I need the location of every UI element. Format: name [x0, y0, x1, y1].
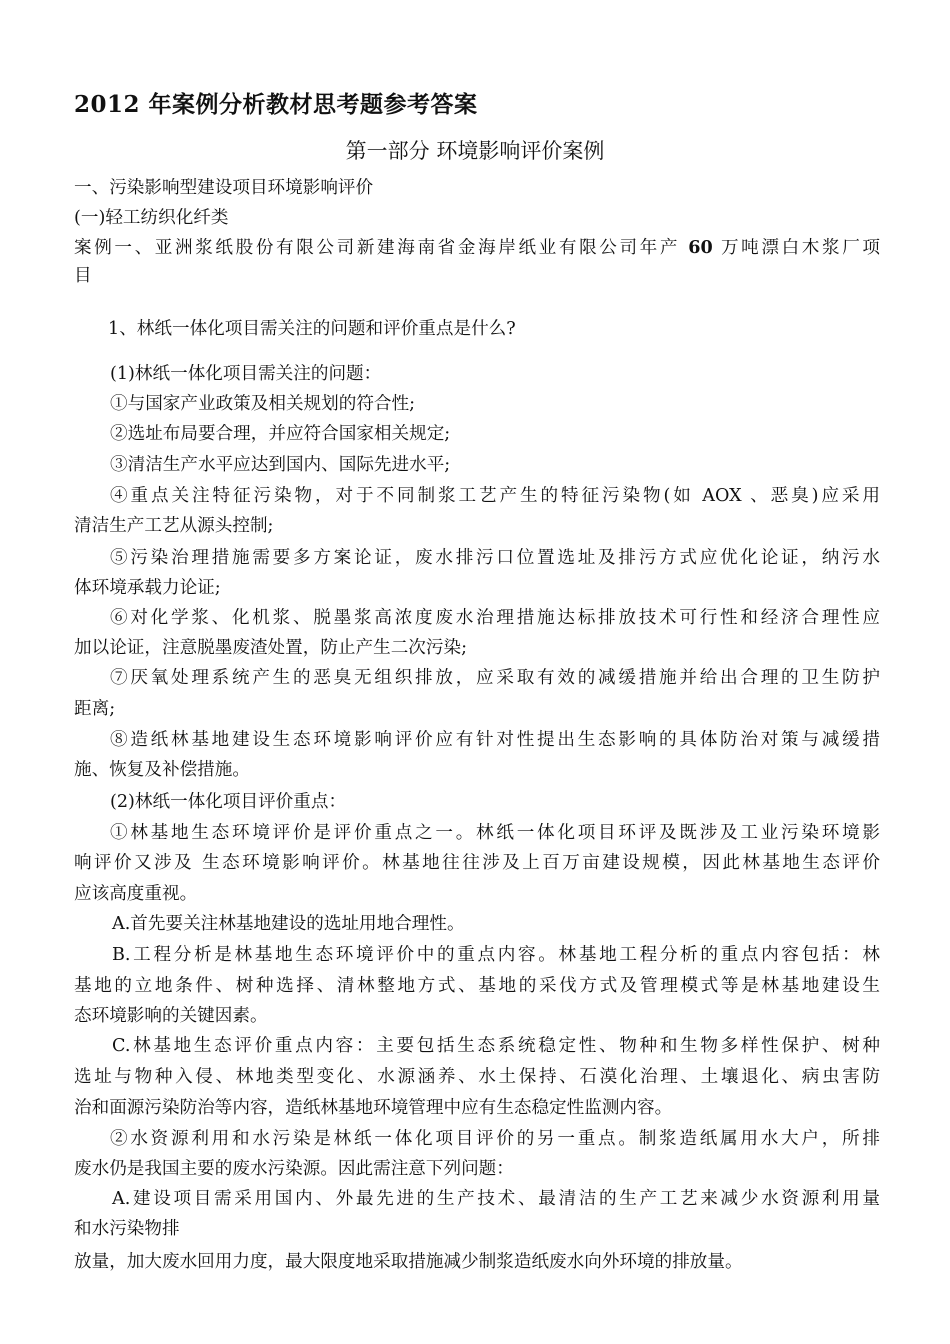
paragraph-line: ⑥对化学浆、化机浆、脱墨浆高浓度废水治理措施达标排放技术可行性和经济合理性应: [110, 608, 880, 628]
paragraph-line: ①林基地生态环境评价是评价重点之一。林纸一体化项目环评及既涉及工业污染环境影: [110, 823, 880, 843]
paragraph-line: C.林基地生态评价重点内容：主要包括生态系统稳定性、物种和生物多样性保护、树种: [112, 1036, 880, 1056]
paragraph-line: 放量，加大废水回用力度，最大限度地采取措施减少制浆造纸废水向外环境的排放量。: [74, 1252, 743, 1272]
paragraph-line: 应该高度重视。: [74, 884, 198, 904]
paragraph-line: 治和面源污染防治等内容，造纸林基地环境管理中应有生态稳定性监测内容。: [74, 1098, 673, 1118]
paragraph-line: ⑧造纸林基地建设生态环境影响评价应有针对性提出生态影响的具体防治对策与减缓措: [110, 730, 880, 750]
paragraph-line: ⑤污染治理措施需要多方案论证，废水排污口位置选址及排污方式应优化论证，纳污水: [110, 548, 880, 568]
paragraph-line: 清洁生产工艺从源头控制;: [74, 516, 274, 536]
paragraph-line: (1)林纸一体化项目需关注的问题：: [110, 364, 382, 384]
part-heading: 第一部分 环境影响评价案例: [345, 139, 605, 163]
paragraph-line: ②水资源利用和水污染是林纸一体化项目评价的另一重点。制浆造纸属用水大户，所排: [110, 1129, 880, 1149]
case-heading-line-2: 目: [74, 266, 92, 286]
paragraph-line: A.建设项目需采用国内、外最先进的生产技术、最清洁的生产工艺来减少水资源利用量: [112, 1189, 880, 1209]
subsection-heading: (一)轻工纺织化纤类: [74, 208, 229, 228]
case-heading-line-1: 案例一、亚洲浆纸股份有限公司新建海南省金海岸纸业有限公司年产 60 万吨漂白木浆厂项: [74, 237, 880, 258]
paragraph-line: 基地的立地条件、树种选择、清林整地方式、基地的采伐方式及管理模式等是林基地建设生: [74, 976, 880, 996]
section-heading: 一、污染影响型建设项目环境影响评价: [74, 178, 374, 198]
paragraph-line: 态环境影响的关键因素。: [74, 1006, 268, 1026]
paragraph-line: ②选址布局要合理，并应符合国家相关规定;: [110, 424, 451, 444]
paragraph-line: ③清洁生产水平应达到国内、国际先进水平;: [110, 455, 451, 475]
paragraph-line: (2)林纸一体化项目评价重点：: [110, 792, 347, 812]
document-title: 2012 年案例分析教材思考题参考答案: [74, 91, 478, 118]
paragraph-line: 和水污染物排: [74, 1219, 180, 1239]
paragraph-line: 选址与物种入侵、林地类型变化、水源涵养、水土保持、石漠化治理、土壤退化、病虫害防: [74, 1067, 880, 1087]
paragraph-line: ①与国家产业政策及相关规划的符合性;: [110, 394, 416, 414]
paragraph-line: ④重点关注特征污染物，对于不同制浆工艺产生的特征污染物(如 AOX 、恶臭)应采用: [110, 486, 880, 506]
paragraph-line: ⑦厌氧处理系统产生的恶臭无组织排放，应采取有效的减缓措施并给出合理的卫生防护: [110, 668, 880, 688]
paragraph-line: A.首先要关注林基地建设的选址用地合理性。: [112, 914, 465, 934]
question-heading: 1、林纸一体化项目需关注的问题和评价重点是什么?: [108, 319, 516, 339]
paragraph-line: 加以论证，注意脱墨废渣处置，防止产生二次污染;: [74, 638, 467, 658]
paragraph-line: B.工程分析是林基地生态环境评价中的重点内容。林基地工程分析的重点内容包括：林: [112, 945, 880, 965]
paragraph-line: 响评价又涉及 生态环境影响评价。林基地往往涉及上百万亩建设规模，因此林基地生态评价: [74, 853, 880, 873]
paragraph-line: 废水仍是我国主要的废水污染源。因此需注意下列问题：: [74, 1159, 514, 1179]
paragraph-line: 距离;: [74, 699, 116, 719]
paragraph-line: 施、恢复及补偿措施。: [74, 760, 250, 780]
paragraph-line: 体环境承载力论证;: [74, 578, 221, 598]
